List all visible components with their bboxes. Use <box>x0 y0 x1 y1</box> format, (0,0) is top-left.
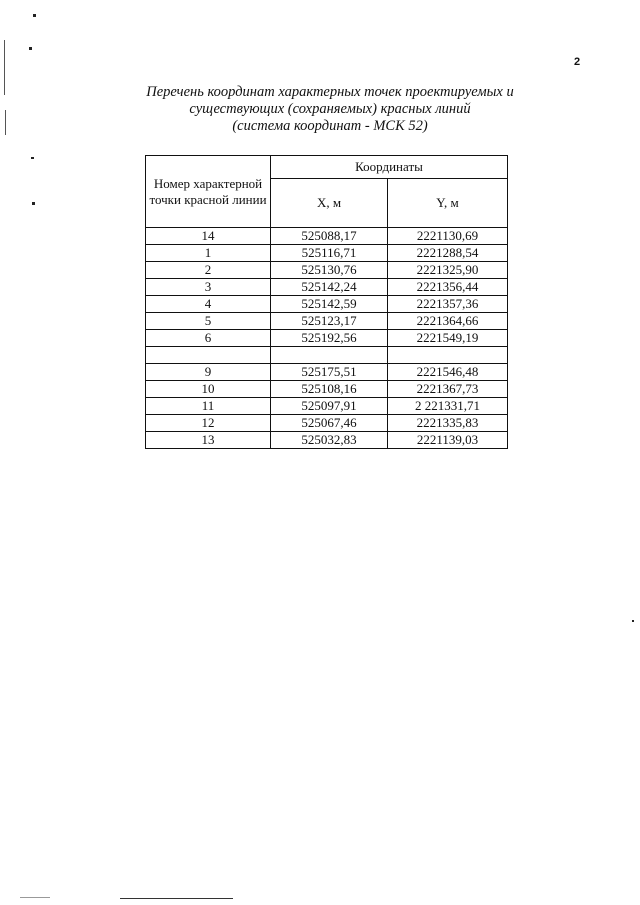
scan-speck <box>29 47 32 50</box>
table-row <box>146 398 508 415</box>
cell-point-number: 9 <box>146 364 271 381</box>
cell-x: 525130,76 <box>271 262 388 279</box>
cell-point-number: 1 <box>146 245 271 262</box>
cell-point-number: 3 <box>146 279 271 296</box>
table-row <box>146 364 508 381</box>
cell-y: 2221546,48 <box>388 364 508 381</box>
cell-x: 525123,17 <box>271 313 388 330</box>
coordinates-table <box>145 155 508 449</box>
cell-y: 2221139,03 <box>388 432 508 449</box>
scan-edge-line <box>5 110 6 135</box>
scan-edge-line <box>4 40 5 95</box>
cell-x: 525116,71 <box>271 245 388 262</box>
cell-point-number: 2 <box>146 262 271 279</box>
table-row <box>146 245 508 262</box>
table-row <box>146 228 508 245</box>
bottom-rule <box>120 898 233 899</box>
cell-y: 2221364,66 <box>388 313 508 330</box>
cell-y: 2221288,54 <box>388 245 508 262</box>
cell-x: 525032,83 <box>271 432 388 449</box>
table-body <box>146 228 508 449</box>
table-row <box>146 262 508 279</box>
cell-y: 2221549,19 <box>388 330 508 347</box>
bottom-rule <box>20 897 50 898</box>
cell-y: 2221357,36 <box>388 296 508 313</box>
cell-y: 2221367,73 <box>388 381 508 398</box>
cell-x: 525175,51 <box>271 364 388 381</box>
scan-speck <box>31 157 34 159</box>
cell-y <box>388 347 508 364</box>
document-title <box>120 84 540 135</box>
cell-point-number: 13 <box>146 432 271 449</box>
cell-point-number: 14 <box>146 228 271 245</box>
table-row <box>146 415 508 432</box>
header-coordinates: Координаты <box>271 156 508 179</box>
cell-x: 525192,56 <box>271 330 388 347</box>
cell-y: 2221325,90 <box>388 262 508 279</box>
table-row <box>146 296 508 313</box>
table-row <box>146 313 508 330</box>
scan-speck <box>33 14 36 17</box>
table-row <box>146 432 508 449</box>
cell-x <box>271 347 388 364</box>
page-number: 2 <box>574 56 581 68</box>
title-line-3: (система координат - МСК 52) <box>232 118 428 134</box>
cell-x: 525108,16 <box>271 381 388 398</box>
cell-x: 525142,24 <box>271 279 388 296</box>
cell-point-number: 6 <box>146 330 271 347</box>
cell-y: 2221356,44 <box>388 279 508 296</box>
header-point-number: Номер характерной точки красной линии <box>146 156 271 228</box>
cell-y: 2 221331,71 <box>388 398 508 415</box>
cell-x: 525142,59 <box>271 296 388 313</box>
title-line-2: существующих (сохраняемых) красных линий <box>189 101 471 117</box>
cell-point-number: 4 <box>146 296 271 313</box>
cell-point-number: 12 <box>146 415 271 432</box>
table-row <box>146 347 508 364</box>
scan-speck <box>632 620 634 622</box>
cell-y: 2221335,83 <box>388 415 508 432</box>
cell-y: 2221130,69 <box>388 228 508 245</box>
cell-x: 525067,46 <box>271 415 388 432</box>
cell-x: 525097,91 <box>271 398 388 415</box>
table-row <box>146 381 508 398</box>
header-x: X, м <box>271 179 388 228</box>
cell-point-number: 5 <box>146 313 271 330</box>
cell-x: 525088,17 <box>271 228 388 245</box>
table-row <box>146 279 508 296</box>
title-line-1: Перечень координат характерных точек проектируемых и <box>146 84 514 100</box>
header-y: Y, м <box>388 179 508 228</box>
scan-speck <box>32 202 35 205</box>
cell-point-number <box>146 347 271 364</box>
table-row <box>146 330 508 347</box>
cell-point-number: 10 <box>146 381 271 398</box>
cell-point-number: 11 <box>146 398 271 415</box>
